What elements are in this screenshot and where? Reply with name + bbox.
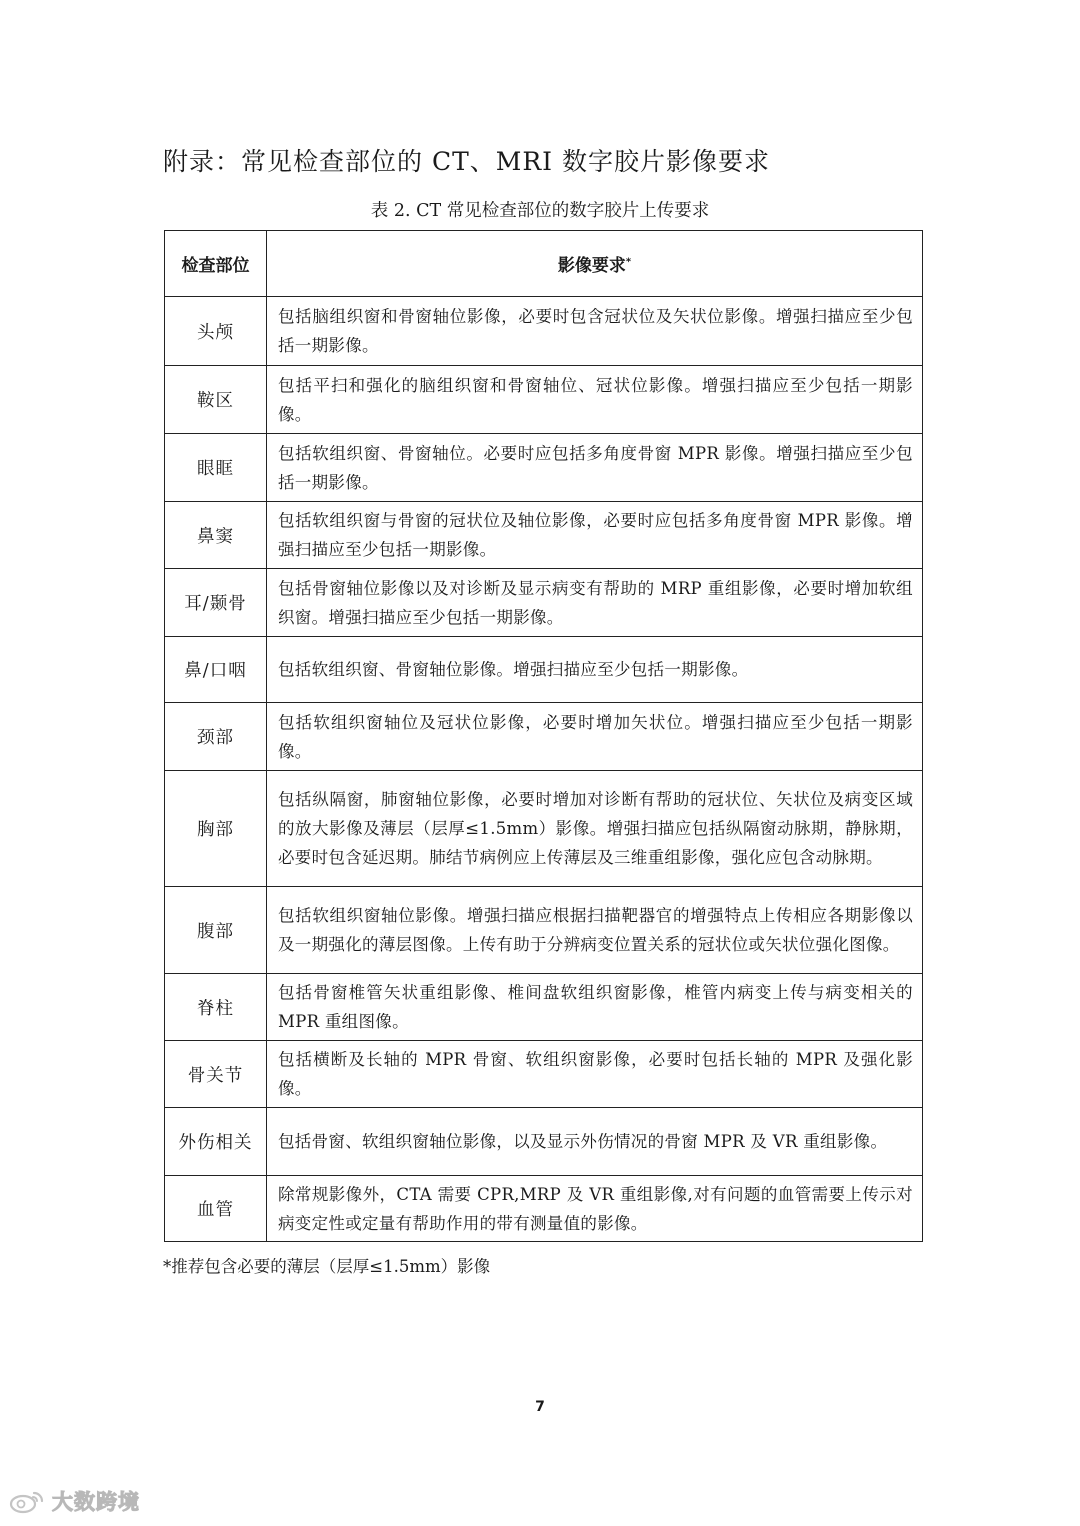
table-row — [165, 1108, 923, 1176]
row-part: 头颅 — [165, 297, 267, 366]
page-heading: 附录：常见检查部位的 CT、MRI 数字胶片影像要求 — [163, 147, 770, 176]
row-requirement: 包括纵隔窗，肺窗轴位影像，必要时增加对诊断有帮助的冠状位、矢状位及病变区域的放大影像及薄层（层厚≤1.5mm）影像。增强扫描应包括纵隔窗动脉期，静脉期，必要时包含延迟期。肺结节病例应上传薄层及三维重组影像，强化应包含动脉期。 — [267, 771, 923, 887]
table-row — [165, 703, 923, 771]
row-part: 鼻窦 — [165, 502, 267, 569]
row-requirement: 包括软组织窗、骨窗轴位影像。增强扫描应至少包括一期影像。 — [267, 637, 923, 703]
row-requirement: 包括软组织窗轴位影像。增强扫描应根据扫描靶器官的增强特点上传相应各期影像以及一期强化的薄层图像。上传有助于分辨病变位置关系的冠状位或矢状位强化图像。 — [267, 887, 923, 974]
table-header-row — [165, 231, 923, 297]
table-caption: 表 2. CT 常见检查部位的数字胶片上传要求 — [370, 201, 710, 221]
table-row — [165, 771, 923, 887]
row-part: 耳/颞骨 — [165, 569, 267, 637]
header-requirement-mark: * — [625, 256, 632, 268]
table-row — [165, 1176, 923, 1242]
table-row — [165, 637, 923, 703]
ct-requirements-table — [164, 230, 923, 1242]
row-requirement: 包括脑组织窗和骨窗轴位影像，必要时包含冠状位及矢状位影像。增强扫描应至少包括一期影像。 — [267, 297, 923, 366]
table-row — [165, 569, 923, 637]
table-row — [165, 366, 923, 434]
row-part: 胸部 — [165, 771, 267, 887]
table-row — [165, 297, 923, 366]
weibo-style-logo-icon — [8, 1487, 48, 1515]
table-row — [165, 502, 923, 569]
row-requirement: 包括软组织窗与骨窗的冠状位及轴位影像，必要时应包括多角度骨窗 MPR 影像。增强扫描应至少包括一期影像。 — [267, 502, 923, 569]
row-requirement: 包括骨窗椎管矢状重组影像、椎间盘软组织窗影像，椎管内病变上传与病变相关的 MPR 重组图像。 — [267, 974, 923, 1041]
row-requirement: 包括骨窗轴位影像以及对诊断及显示病变有帮助的 MRP 重组影像，必要时增加软组织窗。增强扫描应至少包括一期影像。 — [267, 569, 923, 637]
watermark-text: 大数跨境 — [52, 1490, 140, 1514]
page-number: 7 — [535, 1399, 545, 1415]
row-part: 骨关节 — [165, 1041, 267, 1108]
table-row — [165, 1041, 923, 1108]
row-part: 腹部 — [165, 887, 267, 974]
header-part: 检查部位 — [165, 231, 267, 297]
row-part: 颈部 — [165, 703, 267, 771]
table-footnote: *推荐包含必要的薄层（层厚≤1.5mm）影像 — [163, 1257, 491, 1276]
table-row — [165, 434, 923, 502]
row-part: 脊柱 — [165, 974, 267, 1041]
table-row — [165, 974, 923, 1041]
table-row — [165, 887, 923, 974]
watermark — [8, 1486, 140, 1516]
row-requirement: 包括横断及长轴的 MPR 骨窗、软组织窗影像，必要时包括长轴的 MPR 及强化影像。 — [267, 1041, 923, 1108]
row-part: 血管 — [165, 1176, 267, 1242]
row-requirement: 包括骨窗、软组织窗轴位影像，以及显示外伤情况的骨窗 MPR 及 VR 重组影像。 — [267, 1108, 923, 1176]
row-requirement: 包括软组织窗、骨窗轴位。必要时应包括多角度骨窗 MPR 影像。增强扫描应至少包括一期影像。 — [267, 434, 923, 502]
row-part: 外伤相关 — [165, 1108, 267, 1176]
header-requirement: 影像要求* — [267, 231, 923, 297]
row-requirement: 包括软组织窗轴位及冠状位影像，必要时增加矢状位。增强扫描应至少包括一期影像。 — [267, 703, 923, 771]
row-part: 眼眶 — [165, 434, 267, 502]
row-part: 鼻/口咽 — [165, 637, 267, 703]
row-requirement: 包括平扫和强化的脑组织窗和骨窗轴位、冠状位影像。增强扫描应至少包括一期影像。 — [267, 366, 923, 434]
row-part: 鞍区 — [165, 366, 267, 434]
row-requirement: 除常规影像外，CTA 需要 CPR,MRP 及 VR 重组影像,对有问题的血管需要上传示对病变定性或定量有帮助作用的带有测量值的影像。 — [267, 1176, 923, 1242]
